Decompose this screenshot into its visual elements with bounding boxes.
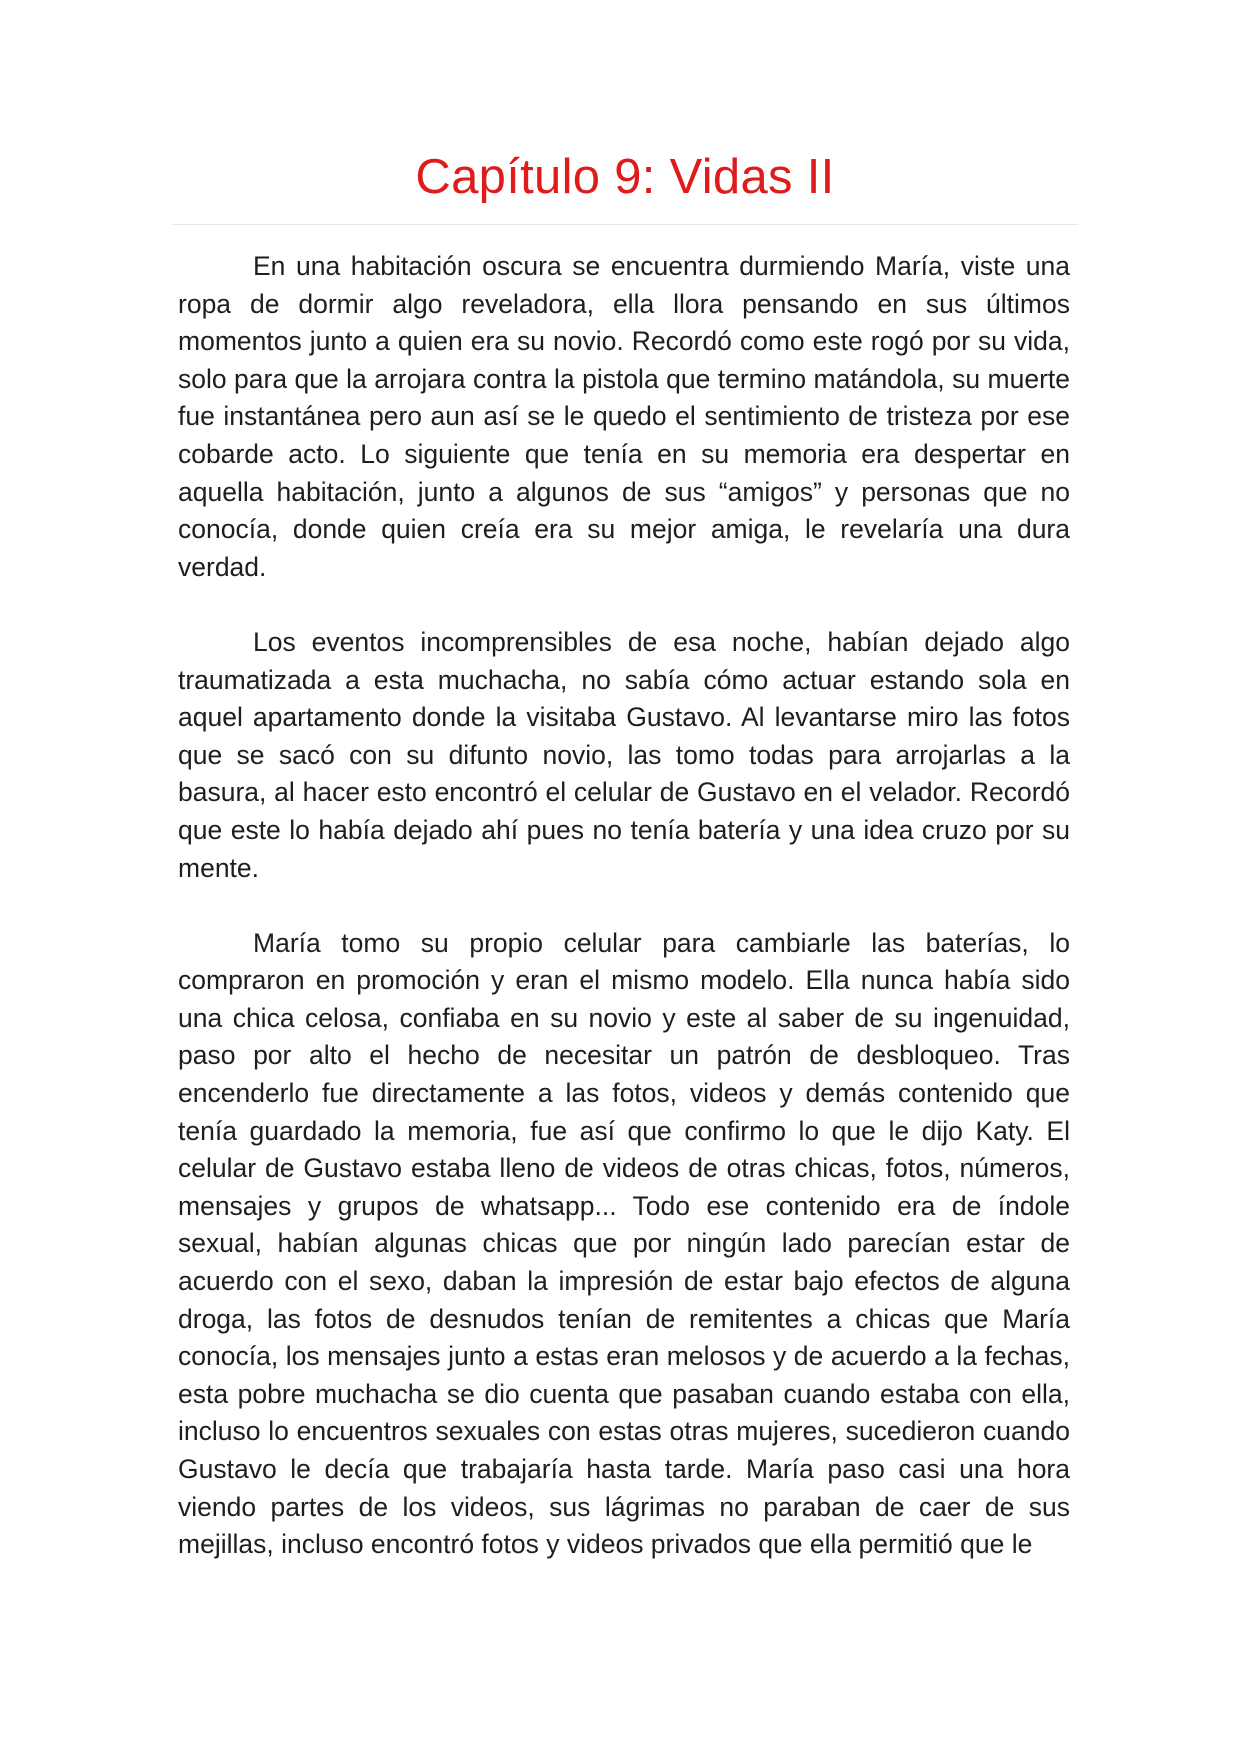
paragraph-3: María tomo su propio celular para cambiarle las baterías, lo compraron en promoción y eran el mismo modelo. Ella nunca había sido una chica celosa, confiaba en su novio y este al saber de su ingenuidad, paso por alto el hecho de necesitar un patrón de desbloqueo. Tras encenderlo fue directamente a las fotos, videos y demás contenido que tenía guardado la memoria, fue así que confirmo lo que le dijo Katy. El celular de Gustavo estaba lleno de videos de otras chicas, fotos, números, mensajes y grupos de whatsapp... Todo ese contenido era de índole sexual, habían algunas chicas que por ningún lado parecían estar de acuerdo con el sexo, daban la impresión de estar bajo efectos de alguna droga, las fotos de desnudos tenían de remitentes a chicas que María conocía, los mensajes junto a estas eran melosos y de acuerdo a la fechas, esta pobre muchacha se dio cuenta que pasaban cuando estaba con ella, incluso lo encuentros sexuales con estas otras mujeres, sucedieron cuando Gustavo le decía que trabajaría hasta tarde. María paso casi una hora viendo partes de los videos, sus lágrimas no paraban de caer de sus mejillas, incluso encontró fotos y videos privados que ella permitió que le	[178, 927, 1070, 1560]
paragraph-2: Los eventos incomprensibles de esa noche, habían dejado algo traumatizada a esta muchacha, no sabía cómo actuar estando sola en aquel apartamento donde la visitaba Gustavo. Al levantarse miro las fotos que se sacó con su difunto novio, las tomo todas para arrojarlas a la basura, al hacer esto encontró el celular de Gustavo en el velador. Recordó que este lo había dejado ahí pues no tenía batería y una idea cruzo por su mente.	[178, 626, 1070, 883]
paragraph-1: En una habitación oscura se encuentra durmiendo María, viste una ropa de dormir algo reveladora, ella llora pensando en sus últimos momentos junto a quien era su novio. Recordó como este rogó por su vida, solo para que la arrojara contra la pistola que termino matándola, su muerte fue instantánea pero aun así se le quedo el sentimiento de tristeza por ese cobarde acto. Lo siguiente que tenía en su memoria era despertar en aquella habitación, junto a algunos de sus “amigos” y personas que no conocía, donde quien creía era su mejor amiga, le revelaría una dura verdad.	[178, 251, 1070, 582]
chapter-body	[178, 248, 1070, 1564]
chapter-title: Capítulo 9: Vidas II	[415, 150, 835, 204]
title-divider	[172, 224, 1078, 225]
